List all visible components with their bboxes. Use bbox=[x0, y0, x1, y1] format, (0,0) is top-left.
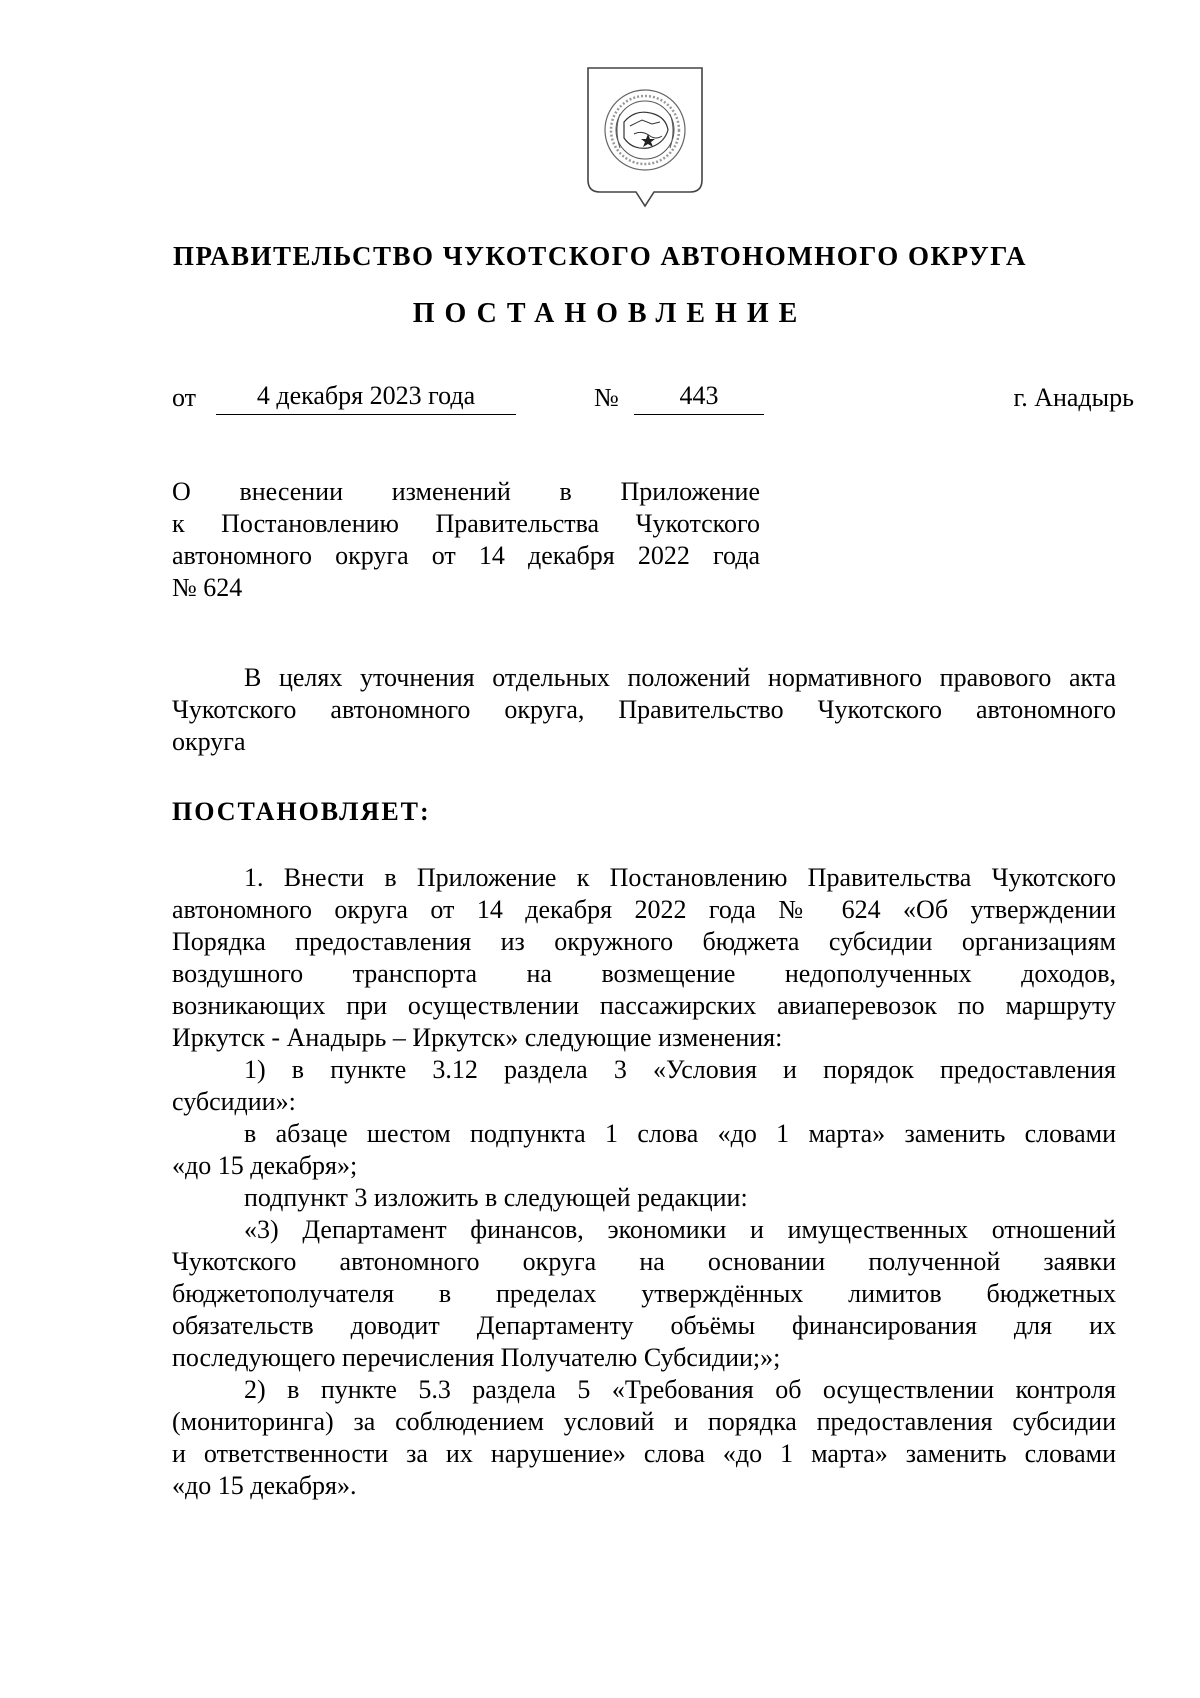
document-date: 4 декабря 2023 года bbox=[216, 378, 516, 415]
subject-line: автономного округа от 14 декабря 2022 года bbox=[172, 541, 760, 570]
body-line: в абзаце шестом подпункта 1 слова «до 1 марта» заменить словами bbox=[244, 1119, 1116, 1148]
decree-heading: ПОСТАНОВЛЯЕТ: bbox=[172, 797, 431, 826]
body-line: Иркутск - Анадырь – Иркутск» следующие изменения: bbox=[172, 1023, 783, 1052]
document-type-title: ПОСТАНОВЛЕНИЕ bbox=[412, 298, 808, 329]
body-line: субсидии»: bbox=[172, 1087, 296, 1116]
body-line: бюджетополучателя в пределах утверждённых лимитов бюджетных bbox=[172, 1279, 1116, 1308]
body-line: «до 15 декабря»; bbox=[172, 1151, 358, 1180]
subject-line: к Постановлению Правительства Чукотского bbox=[172, 509, 760, 538]
document-meta-row bbox=[172, 378, 1134, 418]
document-subject bbox=[172, 476, 760, 604]
body-line: подпункт 3 изложить в следующей редакции: bbox=[244, 1183, 748, 1212]
body-line: 2) в пункте 5.3 раздела 5 «Требования об осуществлении контроля bbox=[244, 1375, 1116, 1404]
number-label: № bbox=[594, 383, 619, 412]
body-line: (мониторинга) за соблюдением условий и порядка предоставления субсидии bbox=[172, 1407, 1116, 1436]
body-line: и ответственности за их нарушение» слова «до 1 марта» заменить словами bbox=[172, 1439, 1116, 1468]
preamble-line: Чукотского автономного округа, Правительство Чукотского автономного bbox=[172, 695, 1116, 724]
body-line: автономного округа от 14 декабря 2022 года № 624 «Об утверждении bbox=[172, 895, 1116, 924]
body-line: возникающих при осуществлении пассажирских авиаперевозок по маршруту bbox=[172, 991, 1116, 1020]
body-line: Порядка предоставления из окружного бюджета субсидии организациям bbox=[172, 927, 1116, 956]
preamble-line: округа bbox=[172, 727, 246, 756]
body-line: обязательств доводит Департаменту объёмы финансирования для их bbox=[172, 1311, 1116, 1340]
preamble-paragraph bbox=[172, 662, 1116, 758]
city-label: г. Анадырь bbox=[1013, 383, 1134, 412]
subject-line: № 624 bbox=[172, 573, 243, 602]
body-line: «до 15 декабря». bbox=[172, 1471, 357, 1500]
coat-of-arms-emblem bbox=[584, 64, 706, 214]
body-line: «3) Департамент финансов, экономики и имущественных отношений bbox=[244, 1215, 1116, 1244]
subject-line: О внесении изменений в Приложение bbox=[172, 477, 760, 506]
body-line: 1. Внести в Приложение к Постановлению Правительства Чукотского bbox=[244, 863, 1116, 892]
government-title: ПРАВИТЕЛЬСТВО ЧУКОТСКОГО АВТОНОМНОГО ОКРУГА bbox=[173, 241, 1027, 271]
body-line: Чукотского автономного округа на основании полученной заявки bbox=[172, 1247, 1116, 1276]
decree-body bbox=[172, 862, 1116, 1502]
body-line: воздушного транспорта на возмещение недополученных доходов, bbox=[172, 959, 1116, 988]
date-prefix-label: от bbox=[172, 383, 197, 412]
preamble-line: В целях уточнения отдельных положений нормативного правового акта bbox=[244, 663, 1116, 692]
document-number: 443 bbox=[634, 378, 764, 415]
body-line: 1) в пункте 3.12 раздела 3 «Условия и порядок предоставления bbox=[244, 1055, 1116, 1084]
body-line: последующего перечисления Получателю Субсидии;»; bbox=[172, 1343, 781, 1372]
